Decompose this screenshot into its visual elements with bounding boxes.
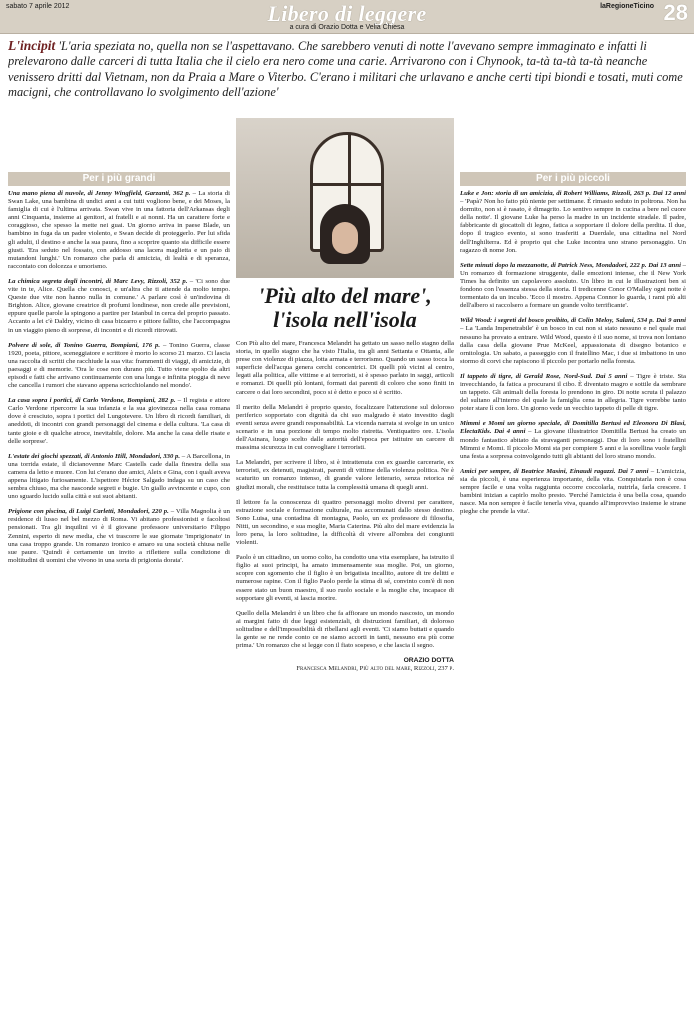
review-title: Polvere di sole, di Tonino Guerra, Bompiani, 176 p. xyxy=(8,341,163,349)
review-item xyxy=(236,459,454,491)
review-text: – Tonino Guerra, classe 1920, poeta, pittore, sceneggiatore e scrittore è morto lo scorso 21 marzo. Ci lascia una raccolta di scritti che racchiude la sua vita: frammenti di viaggi, di amicizie, di paesaggi e di memorie. 'Ora le cose non durano più. Tutto viene spolto da altri episodi e fatti che arrivano continuamente con una lunga e infinita pioggia di neve che cancella i rumori che stavano appena scricchiolando nel mondo'. xyxy=(8,341,230,390)
review-item xyxy=(236,340,454,397)
review-text: – 'Ci sono due vite in te, Alice. Quella che conosci, e un'altra che ti attende da molto tempo. Queste due vite non hanno nulla in comune.' A parlare così è un'indovina di Brighton. Alice, giovane creatrice di profumi londinese, non crede alle previsioni, eppure quelle parole la spingono a partire per Istanbul in cerca del proprio passato. Accanto a lei c'è Daldry, vicino di casa bizzarro e pittore fallito, che l'accompagna in un viaggio pieno di sorprese, di incontri e di ricordi ritrovati. xyxy=(8,277,230,334)
headline-line-1: 'Più alto del mare', xyxy=(258,283,432,308)
section-bar-younger: Per i più piccoli xyxy=(460,172,686,186)
review-title: Amici per sempre, di Beatrice Masini, Einaudi ragazzi. Dai 7 anni xyxy=(460,467,651,475)
review-text: Il lettore fa la conoscenza di quattro personaggi molto diversi per carattere, estrazione sociale e formazione culturale, ma accomunati dallo stesso destino. Sono Luisa, una contadina di montagna, Paolo, un ex professore di filosofia, Nitti, un secondino, e sua moglie, Maria Caterina. Più alto del mare evidenzia la loro pena, la loro solitudine, la difficoltà di vivere all'ombra dei congiunti violenti. xyxy=(236,498,454,547)
woman-face xyxy=(332,222,358,254)
incipit-text: 'L'aria speziata no, quella non se l'aspettavano. Che sarebbero venuti di notte l'avevano sempre immaginato e infatti li prelevarono dalle carceri di tutta Italia che il cielo era nero come una carie. Arrivarono con i Chynook, ta-tà ta-tà ta-tà neanche venissero dritti dal Vietnam, non da Praia a Mare o Viterbo. C'erano i militari che urlavano e anche certi tipi biondi e tosati, muti come macigni, che controllavano lo svolgimento dell'azione' xyxy=(8,39,683,100)
newspaper-name: laRegioneTicino xyxy=(600,3,654,10)
review-item xyxy=(8,342,230,391)
review-item xyxy=(460,468,686,517)
review-text: – Villa Magnolia è un residence di lusso nel bel mezzo di Roma. Vi abitano professionisti e facoltosi pensionati. Tra gli inquilini vi è il giovane professore universitario Filippo Zennini, esperto di new media, che vi trascorre le sue giornate 'imprigionato' in una casa troppo grande. Un romanzo ironico e amaro su una società chiusa nelle sue paure. 'Quindi è certamente un invito a riflettere sulla condizione di moltitudini di uomini che vivono in una sorta di prigionia dorata'. xyxy=(8,508,230,564)
review-item xyxy=(8,397,230,446)
review-text: – Il regista e attore Carlo Verdone ripercorre la sua infanzia e la sua giovinezza nella casa romana dove è cresciuto, sopra i portici del Lungotevere. Un libro di ricordi familiari, di aneddoti, di incontri con grandi personaggi del cinema e della cultura. 'La casa di tante gioie e di qualche atroce, inevitabile, dolore. Ma anche la casa delle risate e delle sorprese'. xyxy=(8,397,230,445)
section-editors: a cura di Orazio Dotta e Velia Chiesa xyxy=(289,24,405,31)
incipit-lead: L'incipit xyxy=(8,38,56,53)
review-text: – La storia di Swan Lake, una bambina di undici anni a cui tutti vogliono bene, e dei Moses, la famiglia di cui è l'ultima arrivata. Swan vive in una fattoria dell'Arkansas degli anni Cinquanta, insieme ai genitori, ai fratelli e ai nonni. Ha un carattere forte e coraggioso, che spesso la mette nei guai. Un giorno arriva in paese Blade, un bambino in fuga da un padre violento, e Swan decide di proteggerlo. Per lui sfida gli adulti, il destino e anche la sua paura, fino a scoprire quanto sia difficile essere giusti. 'Era seduto nel fossato, con addosso una lacera maglietta e un paio di mutandoni lunghi.' Un romanzo che parla di amicizia, di lealtà e di speranza, raccontato con dolcezza e umorismo. xyxy=(8,190,230,270)
review-title: Una mano piena di nuvole, di Jenny Wingfield, Garzanti, 362 p. xyxy=(8,190,193,197)
review-title: La chimica segreta degli incontri, di Marc Levy, Rizzoli, 352 p. xyxy=(8,277,190,285)
review-text: – 'Papà? Non ho fatto più niente per settimane. È rimasto seduto in poltrona. Non ha dormito, non si è rasato, è dimagrito. Lo sentivo sempre in cucina a bere nel cuore della notte'. Il giovane Luke ha perso la madre in un incidente stradale. Il padre, fabbricante di giocattoli di legno, fatica a sopportare il dolore della perdita. Il due, dopo il tragico evento, si sono trasferiti a Duerdale, una cittadina nel Nord dell'Inghilterra. Ed è proprio qui che Luke incontra uno strano personaggio. Un ragazzo di nome Jon. xyxy=(460,198,686,254)
author-photo xyxy=(236,118,454,278)
section-bar-older: Per i più grandi xyxy=(8,172,230,186)
review-text: – Un romanzo di formazione struggente, dalle emozioni intense, che il New York Times ha definito un capolavoro assoluto. Un libro in cui le illustrazioni ben si fondono con l'essenza stessa della storia. Il tredicenne Conor O'Malley ogni notte è tormentato da un incubo. 'Ecco il mostro. Appena Connor lo guarda, i rami più alti dell'albero si raccolsero a formare un grande volto terrificante'. xyxy=(460,261,686,310)
review-item xyxy=(236,554,454,603)
review-title: L'estate dei giochi spezzati, di Antonio Hill, Mondadori, 330 p. xyxy=(8,452,182,460)
review-text: – La 'Landa Impenetrabile' è un bosco in cui non si stato nessuno e nel quale mai nessuno ha provato a entrare. Wild Wood, questo è il suo nome, si trova non lontano dalla casa della giovane Prue McKeel, appassionata di disegno botanico e ornitologia. Un sabato, a passeggio con il fratellino Mac, i due si imbattono in uno stormo di corvi che rapiscono il piccolo per portarlo nella foresta. xyxy=(460,325,686,365)
review-text: – La giovane illustratrice Domitilla Bertusi ha creato un mondo fantastico abitato da stravaganti personaggi. Due di loro sono i fratellini Mimmi e Momi. Il piccolo Momi sta per compiere 5 anni e la sorellina vuole fargli una festa a sorpresa coinvolgendo tutti gli abitanti del loro strano mondo. xyxy=(460,428,686,460)
review-item xyxy=(460,190,686,255)
review-item xyxy=(460,262,686,311)
headline-line-2: l'isola nell'isola xyxy=(273,307,417,332)
review-item xyxy=(8,453,230,502)
review-text: Il merito della Melandri è proprio questo, focalizzare l'attenzione sul doloroso periferico sopportato con dignità da chi suo malgrado è stato investito dagli eventi senza avere grandi responsabilità. La vicenda narrata si svolge in un unico scenario e in una porzione di tempo molto ristretta. Ventiquattro ore. L'isola dell'Asinara, luogo scelto dalle autorità dell'epoca per istituire un carcere di massima sicurezza in cui convogliare i terroristi. xyxy=(236,403,454,452)
middle-column xyxy=(236,340,454,1018)
review-item xyxy=(236,499,454,548)
review-item xyxy=(460,373,686,413)
page-number: 28 xyxy=(663,0,688,25)
review-item xyxy=(8,278,230,335)
review-text: Con Più alto del mare, Francesca Melandri ha gettato un sasso nello stagno della storia, in quello stagno che ha visto l'Italia, tra gli anni Settanta e Ottanta, alle prese con violenze di piazza, lotta armata e terrorismo. Quando un sasso tocca la superficie dell'acqua genera cerchi concentrici. Di quelli più vicini al centro, legati alla politica, alle vittime e ai terroristi, si è spesso parlato in saggi, articoli e romanzi. Di quelli più lontani, formati dai parenti di coloro che sono finiti in carcere o dai loro secondini, poco si è detto e poco si è scritto. xyxy=(236,340,454,396)
review-title: Mimmi e Momi un giorno speciale, di Domitilla Bertusi ed Eleonora Di Blasi, ElectaKids. Dai 4 anni xyxy=(460,420,686,436)
review-text: – A Barcellona, in una torrida estate, il dicianovenne Marc Castells cade dalla finestra della sua camera da letto e muore. Con lui c'erano due amici, Aleix e Gina, con i quali aveva appena litigato furiosamente. L'ispettore Héctor Salgado indaga su un caso che sembra chiuso, ma che nasconde segreti e bugie. Un giallo avvincente e cupo, con uno sguardo lucido sulla città e sui suoi abitanti. xyxy=(8,452,230,501)
review-item xyxy=(460,420,686,460)
review-title: Sette minuti dopo la mezzanotte, di Patrick Ness, Mondadori, 222 p. Dai 13 anni xyxy=(460,261,683,269)
section-title: Libero di leggere xyxy=(267,1,427,26)
left-column xyxy=(8,172,230,1018)
right-column xyxy=(460,172,686,1018)
book-caption: Francesca Melandri, Più alto del mare, Rizzoli, 237 p. xyxy=(296,665,454,673)
review-item xyxy=(8,190,230,271)
review-text: – L'amicizia, sia da piccoli, è una esperienza importante, della vita. Conquistarla non è cosa sempre facile e una volta raggiunta occorre coccolarla, nutrirla, farla crescere. I bambini inizian a capirlo molto presto. 'Perché l'amicizia è una bella cosa, quando nasce. Ma non sempre è facile tenerla viva, quando all'improvviso insieme le strane pieghe che prende la vita'. xyxy=(460,467,686,516)
review-title: Wild Wood: i segreti del bosco proibito, di Colin Meloy, Salani, 534 p. Dai 9 anni xyxy=(460,317,686,325)
review-item xyxy=(236,610,454,650)
review-item xyxy=(460,317,686,366)
review-title: Luke e Jon: storia di un amicizia, di Robert Williams, Rizzoli, 263 p. Dai 12 anni xyxy=(460,190,686,197)
page-header xyxy=(0,0,694,34)
review-title: Prigione con piscina, di Luigi Carletti, Mondadori, 220 p. xyxy=(8,508,171,516)
review-item xyxy=(236,404,454,453)
review-text: Quello della Melandri è un libro che fa affiorare un mondo nascosto, un mondo ai margini fatto di due leggi esistenziali, di distruzioni familiari, di doloroso solitudine e dell'impossibilità di ribellarsi agli eventi. 'Ci siamo buttati e quando la gente se ne rende conto ce ne siamo accorti in tanti, nessuno era più come prima.' Un romanzo che si legge con il fiato sospeso, e che lascia il segno. xyxy=(236,609,454,650)
review-item xyxy=(8,508,230,565)
main-headline xyxy=(236,284,454,332)
review-title: La casa sopra i portici, di Carlo Verdone, Bompiani, 282 p. xyxy=(8,397,178,405)
review-text: Paolo è un cittadino, un uomo colto, ha condotto una vita esemplare, ha istruito il figlio ai suoi principi, ha amato immensamente sua moglie. Poi, un giorno, scopre con sgomento che il figlio è un brigatista incallito, autore di tre delitti e numerose rapine. Con il figlio Paolo perde la stima di sé, convinto com'è di non essere stato un buon maestro, il suo ruolo sociale e la moglie che, incapace di sopportare gli eventi, si lascia morire. xyxy=(236,554,454,602)
incipit-quote xyxy=(8,38,688,116)
article-signature: ORAZIO DOTTA xyxy=(403,657,454,665)
review-title: Il tappeto di tigre, di Gerald Rose, Nord-Sud. Dai 5 anni xyxy=(460,372,631,380)
review-text: – Tigre è triste. Sta invecchiando, fa fatica a procurarsi il cibo. È diventato magro e sottile da sembrare un tappeto. Gli animali della foresta lo prendono in giro. Di notte scruta il palazzo del sultano all'interno del quale la famiglia cena in allegria. Tigre vorrebbe tanto poter stare lì con loro. Un giorno vede un vecchio tappeto di pelle di tigre. xyxy=(460,372,686,413)
issue-date: sabato 7 aprile 2012 xyxy=(6,3,70,10)
review-text: La Melandri, per scrivere il libro, si è intrattenuta con ex guardie carcerarie, ex terroristi, ex detenuti, magistrati, parenti di vittime della violenza politica. Ne è scaturito un romanzo intenso, di grande valore letterario, senza retorica né giudizi morali, che restituisce tutta la complessità umana di quegli anni. xyxy=(236,459,454,491)
